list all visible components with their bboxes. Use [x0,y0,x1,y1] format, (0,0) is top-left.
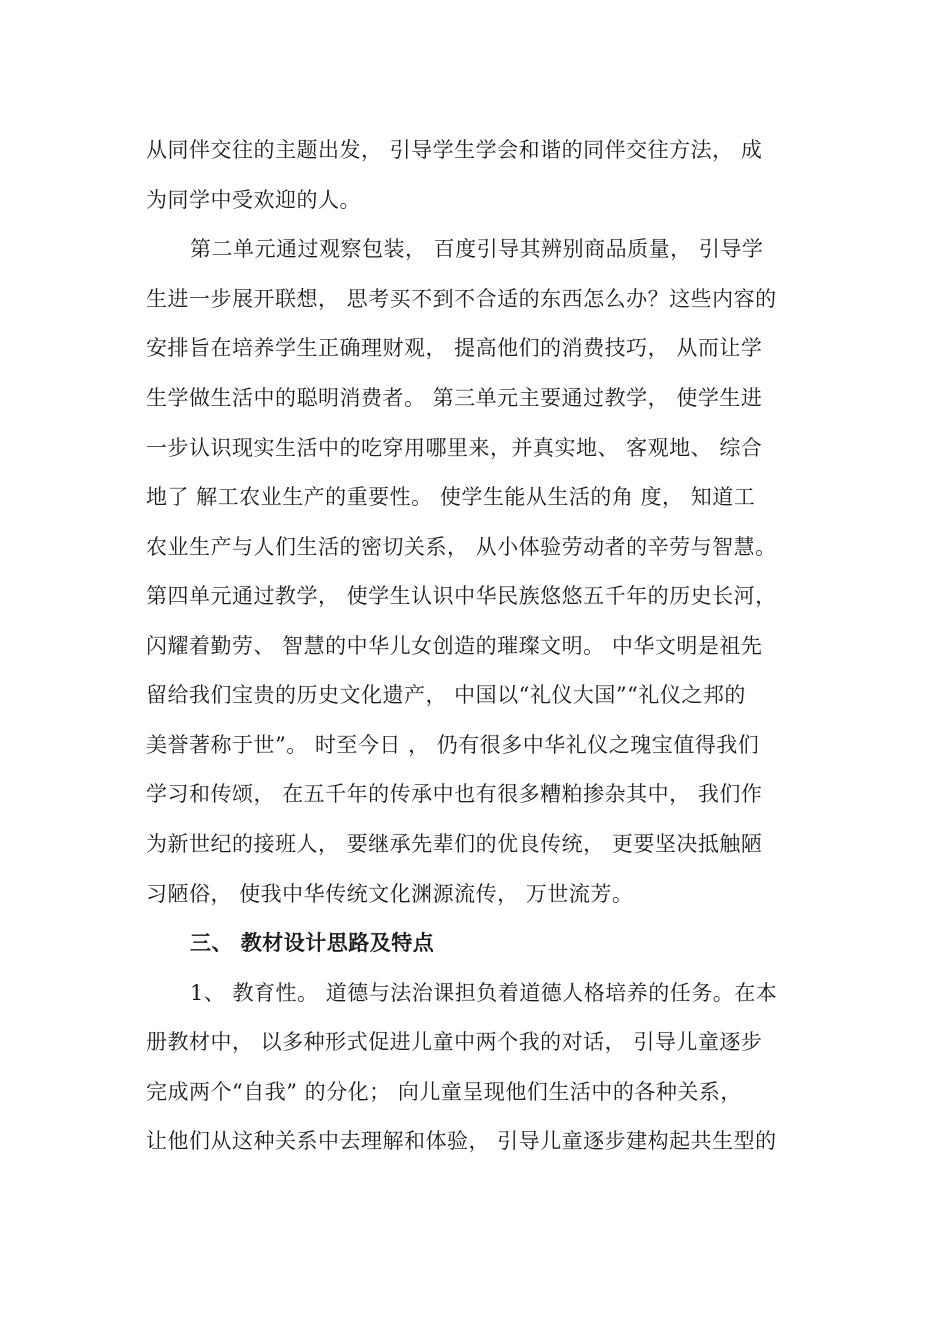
text-line: 留给我们宝贵的历史文化遗产， 中国以“礼仪大国”“礼仪之邦的 [146,683,746,707]
text-line: 学习和传颂， 在五千年的传承中也有很多糟粕掺杂其中， 我们作 [146,782,763,806]
text-line: 1、 教育性。 道德与法治课担负着道德人格培养的任务。在本 [190,981,778,1005]
text-line: 第二单元通过观察包装， 百度引导其辨别商品质量， 引导学 [190,237,764,261]
text-line: 闪耀着勤劳、 智慧的中华儿女创造的璀璨文明。 中华文明是祖先 [146,634,763,658]
text-line: 生进一步展开联想， 思考买不到不合适的东西怎么办？这些内容的 [146,287,777,311]
text-line: 一步认识现实生活中的吃穿用哪里来，并真实地、 客观地、 综合 [146,436,763,460]
section-heading: 三、 教材设计思路及特点 [190,930,435,955]
text-line: 从同伴交往的主题出发， 引导学生学会和谐的同伴交往方法， 成 [146,138,763,162]
text-line: 地了 解工农业生产的重要性。 使学生能从生活的角 度， 知道工 [146,485,756,509]
text-line: 农业生产与人们生活的密切关系， 从小体验劳动者的辛劳与智慧。 [146,535,777,559]
text-line: 美誉著称于世”。 时至今日 ， 仍有很多中华礼仪之瑰宝值得我们 [146,733,760,757]
text-line: 为同学中受欢迎的人。 [146,188,361,212]
text-line: 第四单元通过教学， 使学生认识中华民族悠悠五千年的历史长河， [146,584,777,608]
text-line: 册教材中， 以多种形式促进儿童中两个我的对话， 引导儿童逐步 [146,1030,763,1054]
text-line: 安排旨在培养学生正确理财观， 提高他们的消费技巧， 从而让学 [146,336,763,360]
text-line: 为新世纪的接班人， 要继承先辈们的优良传统， 更要坚决抵触陋 [146,832,763,856]
text-line: 习陋俗， 使我中华传统文化渊源流传， 万世流芳。 [146,882,634,906]
text-line: 生学做生活中的聪明消费者。 第三单元主要通过教学， 使学生进 [146,386,763,410]
text-line: 让他们从这种关系中去理解和体验， 引导儿童逐步建构起共生型的 [146,1129,777,1153]
text-line: 完成两个“自我” 的分化； 向儿童呈现他们生活中的各种关系， [146,1080,742,1104]
